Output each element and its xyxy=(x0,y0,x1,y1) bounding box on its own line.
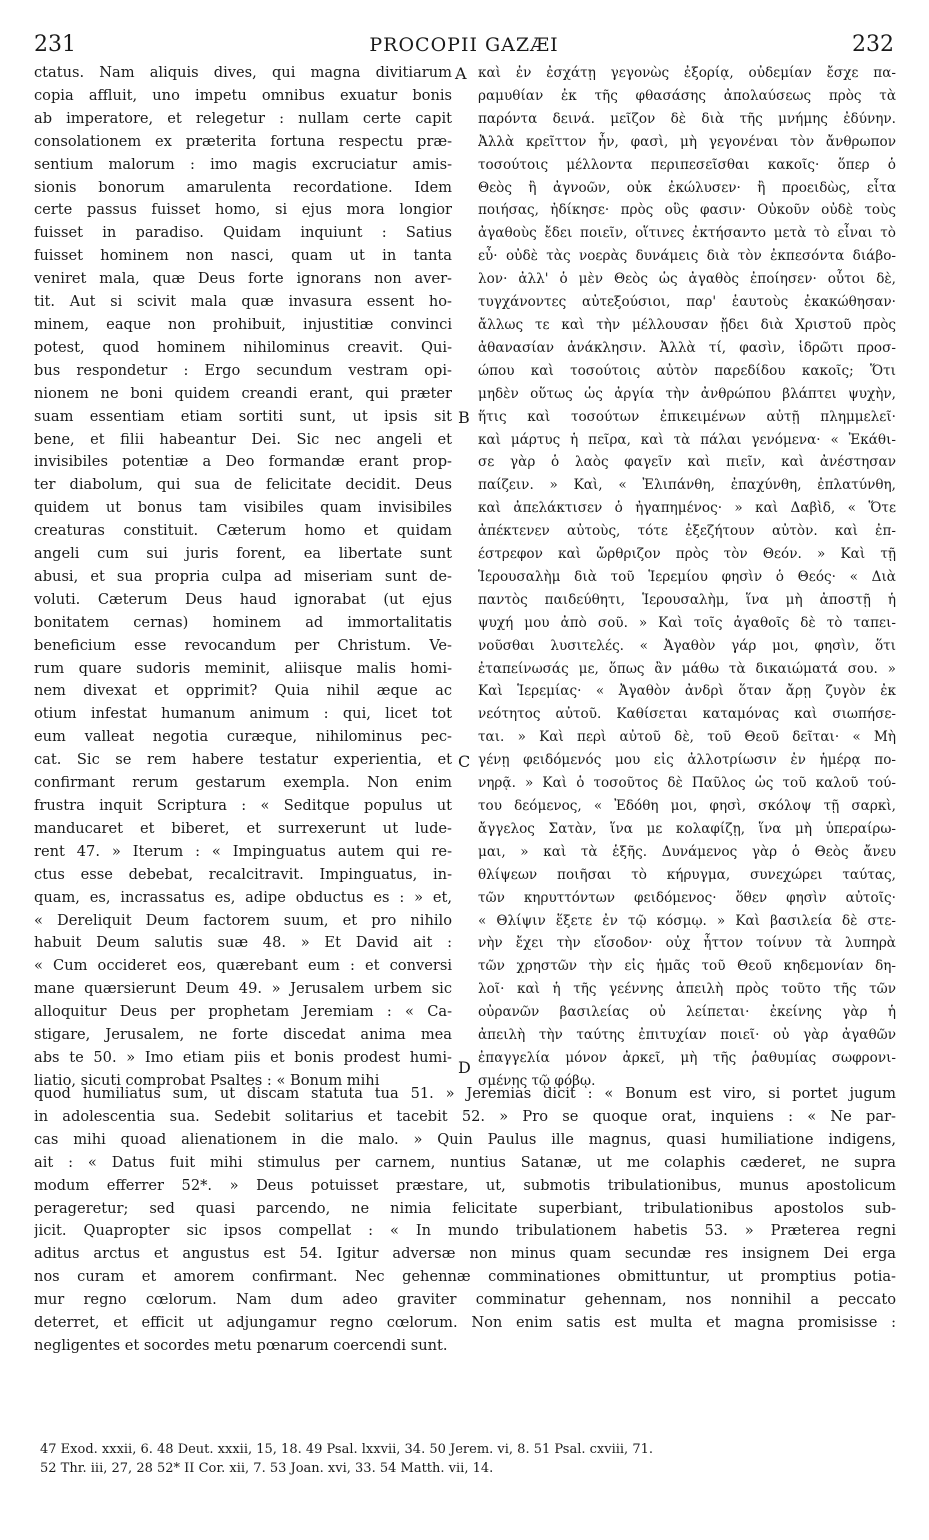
text-line: οὐρανῶν βασιλείας οὐ λείπεται· ἐκείνης γὰρ ἡ xyxy=(478,1004,896,1021)
text-line: voluti. Cæterum Deus haud ignorabat (ut ejus xyxy=(34,590,452,608)
text-line: σμένης τῷ φόβῳ. xyxy=(478,1072,596,1089)
text-line: nem divexat et opprimit? Quia nihil æque ac xyxy=(34,682,452,700)
text-line: fuisset hominem non nasci, quam ut in tanta xyxy=(34,247,452,265)
text-line: ἀπέκτενεν αὐτοὺς, τότε ἐξεζήτουν αὐτὸν. καὶ ἐπ- xyxy=(478,523,896,540)
page-number-left: 231 xyxy=(34,32,76,57)
text-line: ἀπειλὴ τὴν ταύτης ἐπιτυχίαν ποιεῖ· οὐ γὰρ ἀγαθῶν xyxy=(478,1027,896,1044)
text-line: τυγχάνοντες αὐτεξούσιοι, παρ' ἑαυτοὺς ἐκακώθησαν· xyxy=(478,294,896,311)
text-line: εὖ· οὐδὲ τὰς νοερὰς δυνάμεις διὰ τὸν ἐκπεσόντα διάβο- xyxy=(478,248,896,265)
text-line: alloquitur Deus per prophetam Jeremiam : « Ca- xyxy=(34,1003,452,1021)
text-line: stigare, Jerusalem, ne forte discedat anima mea xyxy=(34,1026,452,1044)
text-line: confirmant rerum gestarum exempla. Non enim xyxy=(34,774,452,792)
text-line: καὶ ἀπελάκτισεν ὁ ἠγαπημένος· » καὶ Δαβὶδ, « Ὅτε xyxy=(478,500,896,517)
text-line: Ἀλλὰ κρεῖττον ἦν, φασὶ, μὴ γεγονέναι τὸν ἄνθρωπον xyxy=(478,133,896,150)
text-line: suam essentiam etiam sortiti sunt, ut ipsis sit xyxy=(34,407,452,425)
text-line: perageretur; sed quasi parcendo, ne nimia felicitate superbiant, tribulationibus apostolos sub- xyxy=(34,1199,896,1217)
text-line: liatio, sicuti comprobat Psaltes : « Bonum mihi xyxy=(34,1071,380,1089)
text-line: νεότητος αὐτοῦ. Καθίσεται καταμόνας καὶ σιωπήσε- xyxy=(478,706,896,723)
text-line: νὴν ἔχει τὴν εἴσοδον· οὐχ ἧττον τοίνυν τὰ λυπηρὰ xyxy=(478,935,896,952)
text-line: Ἱερουσαλὴμ διὰ τοῦ Ἱερεμίου φησὶν ὁ Θεός· « Διὰ xyxy=(478,568,896,585)
text-line: sentium malorum : imo magis excruciatur amis- xyxy=(34,155,452,173)
text-line: ait : « Datus fuit mihi stimulus per carnem, nuntius Satanæ, ut me colaphis cæderet, ne supra xyxy=(34,1153,896,1171)
footnote-line: 47 Exod. xxxii, 6. 48 Deut. xxxii, 15, 18. 49 Psal. lxxvii, 34. 50 Jerem. vi, 8. 51 Psal. cxviii, 71. xyxy=(40,1442,653,1457)
text-line: mane quærsierunt Deum 49. » Jerusalem urbem sic xyxy=(34,980,452,998)
text-line: nionem ne boni quidem creandi erant, qui præter xyxy=(34,384,452,402)
text-line: ter diabolum, qui sua de felicitate decidit. Deus xyxy=(34,476,452,494)
text-line: ἄγγελος Σατὰν, ἵνα με κολαφίζῃ, ἵνα μὴ ὑπεραίρω- xyxy=(478,820,896,837)
text-line: quam, es, incrassatus es, adipe obductus es : » et, xyxy=(34,888,452,906)
text-line: sionis bonorum amarulenta recordatione. Idem xyxy=(34,178,452,196)
text-line: ται. » Καὶ περὶ αὐτοῦ δὲ, τοῦ Θεοῦ δεῖται· « Μὴ xyxy=(478,729,896,746)
text-line: certe passus fuisset homo, si ejus mora longior xyxy=(34,201,452,219)
text-line: γένῃ φειδόμενός μου εἰς ἀλλοτρίωσιν ἐν ἡμέρᾳ πο- xyxy=(478,752,896,769)
text-line: νοῦσθαι λυσιτελές. « Ἀγαθὸν γάρ μοι, φησὶν, ὅτι xyxy=(478,637,896,654)
text-line: έστρεφον καὶ ὤρθριζον πρὸς τὸν Θεόν. » Καὶ τῇ xyxy=(478,546,896,563)
text-line: ἀθανασίαν ἀνάκλησιν. Ἀλλὰ τί, φασὶν, ἱδρῶτι προσ- xyxy=(478,339,896,356)
text-line: ἐταπείνωσάς με, ὅπως ἂν μάθω τὰ δικαιώματά σου. » xyxy=(478,660,896,677)
latin-continuation xyxy=(34,1083,896,1358)
text-line: creaturas constituit. Cæterum homo et quidam xyxy=(34,522,452,540)
page-number-right: 232 xyxy=(852,32,894,57)
text-line: rum quare sudoris meminit, aliisque malis homi- xyxy=(34,659,452,677)
section-marker-d: D xyxy=(458,1058,471,1077)
text-line: ctus esse debebat, recalcitravit. Impinguatus, in- xyxy=(34,865,452,883)
text-line: rent 47. » Iterum : « Impinguatus autem qui re- xyxy=(34,842,452,860)
text-line: bene, et filii habeantur Dei. Sic nec angeli et xyxy=(34,430,452,448)
text-line: potest, quod hominem nihilominus creavit. Qui- xyxy=(34,338,452,356)
running-title: PROCOPII GAZÆI xyxy=(369,34,559,56)
text-line: mur regno cœlorum. Nam dum adeo graviter comminatur gehennam, nos nonnihil a peccato xyxy=(34,1291,896,1309)
text-line: ctatus. Nam aliquis dives, qui magna divitiarum xyxy=(34,64,452,81)
text-line: negligentes et socordes metu pœnarum coercendi sunt. xyxy=(34,1336,448,1354)
section-marker-c: C xyxy=(458,752,471,771)
text-line: manducaret et biberet, et surrexerunt ut lude- xyxy=(34,819,452,837)
text-line: μηδὲν οὕτως ὡς ἀργία τὴν ἀνθρώπου βλάπτει ψυχὴν, xyxy=(478,385,896,402)
text-line: τῶν χρηστῶν τὴν εἰς ἡμᾶς τοῦ Θεοῦ κηδεμονίαν δη- xyxy=(478,958,896,975)
text-line: ἐπαγγελία μόνον ἀρκεῖ, μὴ τῆς ῥαθυμίας σωφρονι- xyxy=(478,1049,896,1066)
text-line: quidem ut bonus tam visibiles quam invisibiles xyxy=(34,499,452,517)
text-line: ποιήσας, ἠδίκησε· πρὸς οὓς φασιν· Οὐκοῦν οὐδὲ τοὺς xyxy=(478,202,896,219)
text-line: σε γὰρ ὁ λαὸς φαγεῖν καὶ πιεῖν, καὶ ἀνέστησαν xyxy=(478,454,896,471)
text-line: beneficium esse revocandum per Christum. Ve- xyxy=(34,636,452,654)
text-line: ἄλλως τε καὶ τὴν μέλλουσαν ᾔδει διὰ Χριστοῦ πρὸς xyxy=(478,316,896,333)
text-line: μαι, » καὶ τὰ ἑξῆς. Δυνάμενος γὰρ ὁ Θεὸς ἄνευ xyxy=(478,843,896,860)
text-line: bonitatem cernas) hominem ad immortalitatis xyxy=(34,613,452,631)
text-line: καὶ μάρτυς ἡ πεῖρα, καὶ τὰ πάλαι γενόμενα· « Ἐκάθι- xyxy=(478,431,896,448)
text-line: « Cum occideret eos, quærebant eum : et conversi xyxy=(34,957,452,975)
text-line: deterret, et efficit ut adjungamur regno cœlorum. Non enim satis est multa et magna promisisse : xyxy=(34,1314,896,1332)
text-line: fuisset in paradiso. Quidam inquiunt : Satius xyxy=(34,224,452,242)
text-line: minem, eaque non prohibuit, injustitiæ convinci xyxy=(34,315,452,333)
text-line: ἀγαθοὺς ἔδει ποιεῖν, οἵτινες ἐκτήσαντο μετὰ τὸ εἶναι τὸ xyxy=(478,225,896,242)
text-line: « Θλίψιν ἕξετε ἐν τῷ κόσμῳ. » Καὶ βασιλεία δὲ στε- xyxy=(478,912,896,929)
text-line: ψυχή μου ἀπὸ σοῦ. » Καὶ τοῖς ἀγαθοῖς δὲ τὸ ταπει- xyxy=(478,614,896,631)
page-header xyxy=(34,32,894,62)
text-line: copia affluit, uno impetu omnibus exuatur bonis xyxy=(34,86,452,104)
latin-column xyxy=(34,62,452,1093)
text-line: Θεὸς ἢ ἀγνοῶν, οὐκ ἐκώλυσεν· ἢ προειδὼς, εἶτα xyxy=(478,179,896,196)
text-line: παίζειν. » Καὶ, « Ἐλιπάνθη, ἐπαχύνθη, ἐπλατύνθη, xyxy=(478,477,896,494)
text-line: « Dereliquit Deum factorem suum, et pro nihilo xyxy=(34,911,452,929)
text-line: ab imperatore, et relegetur : nullam certe capit xyxy=(34,109,452,127)
text-line: cat. Sic se rem habere testatur experientia, et xyxy=(34,751,452,769)
text-line: habuit Deum salutis suæ 48. » Et David ait : xyxy=(34,934,452,952)
text-line: τῶν κηρυττόντων φειδόμενος· ὅθεν φησὶν αὐτοῖς· xyxy=(478,889,896,906)
text-line: otium infestat humanum animum : qui, licet tot xyxy=(34,705,452,723)
text-line: consolationem ex præterita fortuna respectu præ- xyxy=(34,132,452,150)
text-line: tit. Aut si scivit mala quæ invasura essent ho- xyxy=(34,293,452,311)
text-line: veniret mala, quæ Deus forte ignorans non aver- xyxy=(34,270,452,288)
text-line: abs te 50. » Imo etiam piis et bonis prodest humi- xyxy=(34,1048,452,1066)
text-line: in adolescentia sua. Sedebit solitarius et tacebit 52. » Pro se quoque orat, inquiens : « Ne par- xyxy=(34,1107,896,1125)
text-line: modum efferrer 52*. » Deus potuisset præstare, ut, submotis tribulationibus, munus apostolicum xyxy=(34,1176,896,1194)
text-line: παντὸς παιδεύθητι, Ἱερουσαλὴμ, ἵνα μὴ ἀποστῇ ἡ xyxy=(478,591,896,608)
text-line: ἥτις καὶ τοσούτων ἐπικειμένων αὐτῇ πλημμελεῖ· xyxy=(478,408,896,425)
text-line: angeli cum sui juris forent, ea libertate sunt xyxy=(34,545,452,563)
text-line: καὶ ἐν ἐσχάτῃ γεγονὼς ἐξορίᾳ, οὐδεμίαν ἔσχε πα- xyxy=(478,65,896,81)
text-line: παρόντα δεινά. μεῖζον δὲ διὰ τῆς μνήμης ἐδύνην. xyxy=(478,110,896,127)
text-line: jicit. Quapropter sic ipsos compellat : « In mundo tribulationem habetis 53. » Præterea regni xyxy=(34,1222,896,1240)
footnotes xyxy=(40,1440,900,1478)
text-line: ραμυθίαν ἐκ τῆς φθασάσης ἀπολαύσεως πρὸς τὰ xyxy=(478,87,896,104)
text-line: cas mihi quoad alienationem in die malo. » Quin Paulus ille magnus, quasi humiliatione indigens, xyxy=(34,1130,896,1148)
text-line: θλίψεων ποιῆσαι τὸ κήρυγμα, συνεχώρει ταύτας, xyxy=(478,866,896,883)
text-line: του δεόμενος, « Ἐδόθη μοι, φησὶ, σκόλοψ τῇ σαρκὶ, xyxy=(478,798,896,814)
text-line: quod humiliatus sum, ut discam statuta tua 51. » Jeremias dicit : « Bonum est viro, si portet jugum xyxy=(34,1085,896,1102)
text-line: frustra inquit Scriptura : « Seditque populus ut xyxy=(34,797,452,814)
text-line: invisibiles potentiæ a Deo formandæ erant prop- xyxy=(34,453,452,471)
text-line: Καὶ Ἱερεμίας· « Ἀγαθὸν ἀνδρὶ ὅταν ἄρῃ ζυγὸν ἐκ xyxy=(478,683,896,700)
section-marker-a: A xyxy=(455,64,467,83)
text-line: νηρᾷ. » Καὶ ὁ τοσοῦτος δὲ Παῦλος ὡς τοῦ καλοῦ τού- xyxy=(478,775,896,792)
text-line: λον· ἀλλ' ὁ μὲν Θεὸς ὡς ἀγαθὸς ἐποίησεν· οὗτοι δὲ, xyxy=(478,271,896,288)
footnote-line: 52 Thr. iii, 27, 28 52* II Cor. xii, 7. 53 Joan. xvi, 33. 54 Matth. vii, 14. xyxy=(40,1461,494,1476)
text-line: abusi, et sua propria culpa ad miseriam sunt de- xyxy=(34,567,452,585)
text-line: ώπου καὶ τοσούτοις αὐτὸν παρεδίδου κακοῖς; Ὅτι xyxy=(478,362,896,379)
section-marker-b: B xyxy=(458,408,470,427)
text-line: λοῖ· καὶ ἡ τῆς γεέννης ἀπειλὴ πρὸς τοῦτο τῆς τῶν xyxy=(478,981,896,998)
text-line: eum valleat negotia curæque, nihilominus pec- xyxy=(34,728,452,746)
text-line: bus respondetur : Ergo secundum vestram opi- xyxy=(34,361,452,379)
text-line: aditus arctus et angustus est 54. Igitur adversæ non minus quam secundæ res insignem Dei erga xyxy=(34,1245,896,1263)
greek-column xyxy=(478,62,896,1093)
text-line: nos curam et amorem confirmant. Nec gehennæ comminationes obmittuntur, ut promptius potia- xyxy=(34,1268,896,1286)
text-line: τοσούτοις μέλλοντα περιπεσεῖσθαι κακοῖς· ὅπερ ὁ xyxy=(478,156,896,173)
